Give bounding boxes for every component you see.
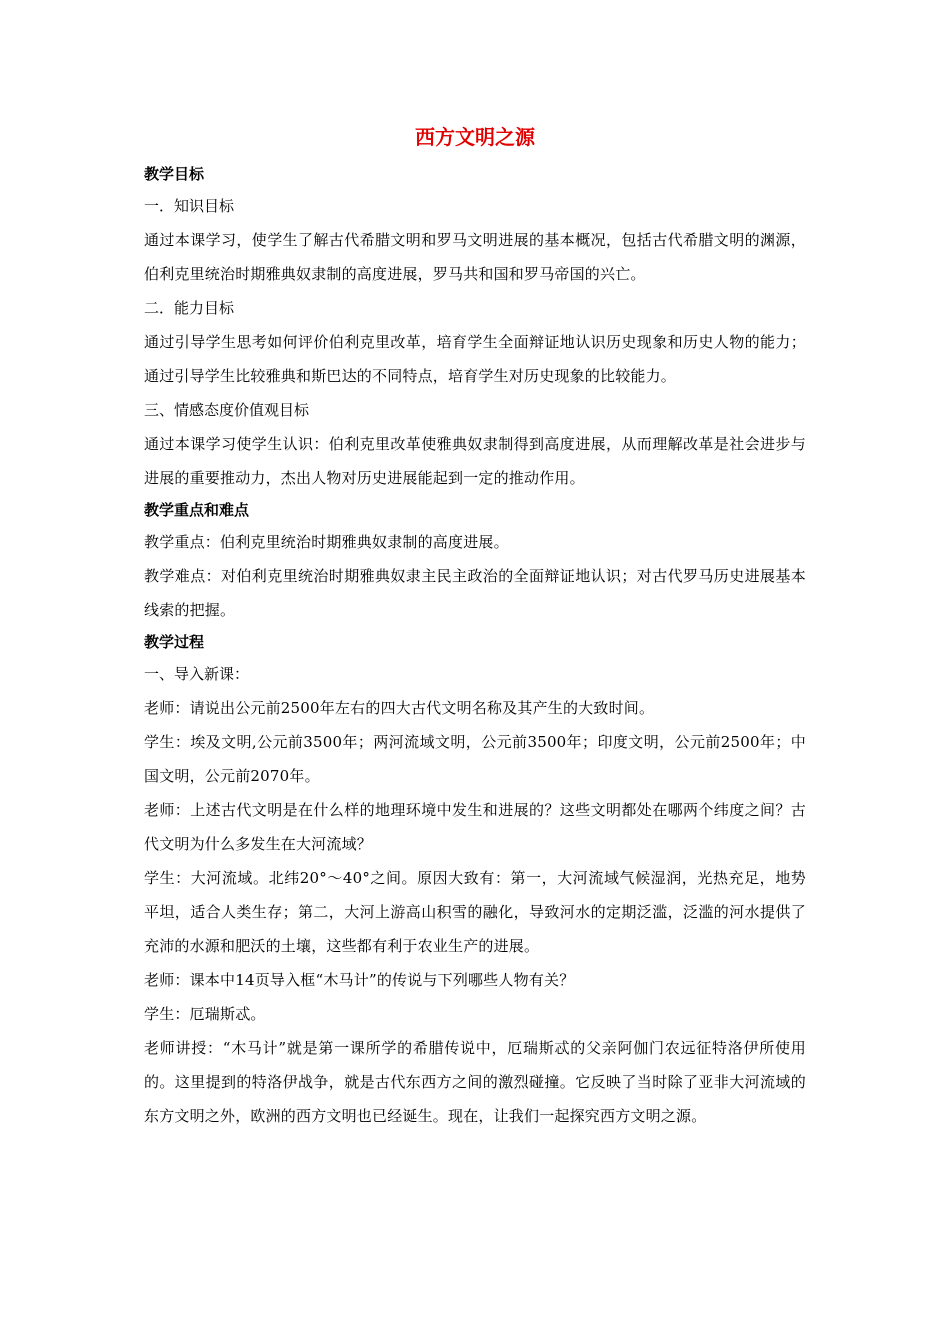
dialogue-line: 老师讲授：“木马计”就是第一课所学的希腊传说中，厄瑞斯忒的父亲阿伽门农远征特洛伊所使用的。这里提到的特洛伊战争，就是古代东西方之间的激烈碰撞。它反映了当时除了亚非大河流域的东方文明之外，欧洲的西方文明也已经诞生。现在，让我们一起探究西方文明之源。 [144, 1039, 806, 1125]
subheading-knowledge: 一．知识目标 [144, 197, 235, 215]
dialogue-line: 老师：上述古代文明是在什么样的地理环境中发生和进展的？这些文明都处在哪两个纬度之间？古代文明为什么多发生在大河流域？ [144, 801, 806, 853]
paragraph-key-point: 教学重点：伯利克里统治时期雅典奴隶制的高度进展。 [144, 533, 509, 551]
dialogue-line: 老师：请说出公元前2500年左右的四大古代文明名称及其产生的大致时间。 [144, 699, 655, 717]
subheading-values: 三、情感态度价值观目标 [144, 401, 310, 419]
dialogue-line: 学生：埃及文明,公元前3500年；两河流域文明，公元前3500年；印度文明，公元前2500年；中国文明，公元前2070年。 [144, 733, 806, 785]
section-heading-key-points: 教学重点和难点 [144, 501, 250, 519]
page-title: 西方文明之源 [415, 125, 535, 149]
section-heading-objectives: 教学目标 [144, 165, 205, 183]
paragraph-values: 通过本课学习使学生认识：伯利克里改革使雅典奴隶制得到高度进展，从而理解改革是社会进步与进展的重要推动力，杰出人物对历史进展能起到一定的推动作用。 [144, 435, 806, 487]
paragraph-ability: 通过引导学生思考如何评价伯利克里改革，培育学生全面辩证地认识历史现象和历史人物的能力；通过引导学生比较雅典和斯巴达的不同特点，培育学生对历史现象的比较能力。 [144, 333, 806, 385]
paragraph-knowledge: 通过本课学习，使学生了解古代希腊文明和罗马文明进展的基本概况，包括古代希腊文明的渊源，伯利克里统治时期雅典奴隶制的高度进展，罗马共和国和罗马帝国的兴亡。 [144, 231, 806, 283]
dialogue-line: 学生：厄瑞斯忒。 [144, 1005, 266, 1023]
dialogue-line: 学生：大河流域。北纬20°～40°之间。原因大致有：第一，大河流域气候湿润，光热充足，地势平坦，适合人类生存；第二，大河上游高山积雪的融化，导致河水的定期泛滥，泛滥的河水提供了充沛的水源和肥沃的土壤，这些都有利于农业生产的进展。 [144, 869, 806, 955]
dialogue-line: 老师：课本中14页导入框“木马计”的传说与下列哪些人物有关？ [144, 971, 575, 989]
paragraph-difficulty: 教学难点：对伯利克里统治时期雅典奴隶主民主政治的全面辩证地认识；对古代罗马历史进展基本线索的把握。 [144, 567, 806, 619]
subheading-intro: 一、导入新课： [144, 665, 250, 683]
subheading-ability: 二．能力目标 [144, 299, 235, 317]
section-heading-process: 教学过程 [144, 633, 205, 651]
